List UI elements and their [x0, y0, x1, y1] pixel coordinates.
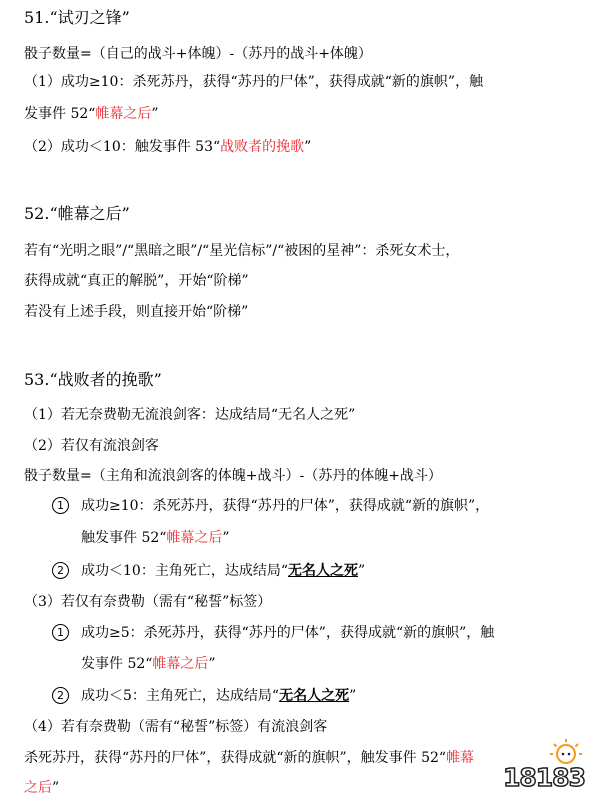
- circled-number-1: 1: [52, 624, 69, 641]
- heading-51: 51.“试刃之锋”: [24, 8, 130, 27]
- event-link-52: 帷幕之后: [152, 656, 209, 672]
- sun-icon: [550, 739, 582, 763]
- case-53-4: （4）若有奈费勒（需有“秘誓”标签）有流浪剑客: [24, 719, 328, 735]
- watermark-text: 18183: [503, 763, 585, 792]
- case-53-3-success-high-line1: 1 成功≥5：杀死苏丹，获得“苏丹的尸体”，获得成就“新的旗帜”，触: [52, 623, 494, 643]
- case-53-3-success-low: 2 成功＜5：主角死亡，达成结局“无名人之死”: [52, 686, 356, 706]
- ending-name: 无名人之死: [287, 563, 358, 579]
- case-53-4-line1: 杀死苏丹，获得“苏丹的尸体”，获得成就“新的旗帜”，触发事件 52“帷幕: [24, 750, 475, 766]
- case-53-2-success-high-line2: 触发事件 52“帷幕之后”: [81, 530, 230, 546]
- case-53-3-success-high-line2: 发事件 52“帷幕之后”: [81, 656, 216, 672]
- text-52-line2: 获得成就“真正的解脱”，开始“阶梯”: [24, 273, 249, 289]
- case-53-3: （3）若仅有奈费勒（需有“秘誓”标签）: [24, 594, 272, 610]
- dice-formula-51: 骰子数量=（自己的战斗+体魄）-（苏丹的战斗+体魄）: [24, 46, 372, 62]
- circled-number-1: 1: [52, 497, 69, 514]
- ending-name: 无名人之死: [279, 688, 350, 704]
- outcome-51-1-line2: 发事件 52“帷幕之后”: [24, 106, 159, 122]
- circled-number-2: 2: [52, 687, 69, 704]
- outcome-51-2: （2）成功＜10：触发事件 53“战败者的挽歌”: [24, 139, 312, 155]
- heading-53: 53.“战败者的挽歌”: [24, 370, 162, 389]
- text-52-line1: 若有“光明之眼”/“黑暗之眼”/“星光信标”/“被困的星神”：杀死女术士，: [24, 243, 460, 259]
- case-53-2: （2）若仅有流浪剑客: [24, 438, 159, 454]
- watermark-logo: [494, 730, 594, 792]
- case-53-4-line2: 之后”: [24, 780, 60, 796]
- outcome-51-1-line1: （1）成功≥10：杀死苏丹，获得“苏丹的尸体”，获得成就“新的旗帜”，触: [24, 74, 484, 90]
- dice-formula-53: 骰子数量=（主角和流浪剑客的体魄+战斗）-（苏丹的体魄+战斗）: [24, 468, 442, 484]
- text-52-line3: 若没有上述手段，则直接开始“阶梯”: [24, 304, 249, 320]
- heading-52: 52.“帷幕之后”: [24, 204, 130, 223]
- case-53-2-success-low: 2 成功＜10：主角死亡，达成结局“无名人之死”: [52, 561, 365, 581]
- event-link-52: 帷幕: [446, 750, 475, 766]
- event-link-53: 战败者的挽歌: [220, 139, 305, 155]
- case-53-1: （1）若无奈费勒无流浪剑客：达成结局“无名人之死”: [24, 407, 356, 423]
- event-link-52: 帷幕之后: [166, 530, 223, 546]
- event-link-52: 帷幕之后: [95, 106, 152, 122]
- event-link-52-continued: 之后: [24, 780, 52, 796]
- case-53-2-success-high-line1: 1 成功≥10：杀死苏丹，获得“苏丹的尸体”，获得成就“新的旗帜”，: [52, 496, 489, 516]
- circled-number-2: 2: [52, 562, 69, 579]
